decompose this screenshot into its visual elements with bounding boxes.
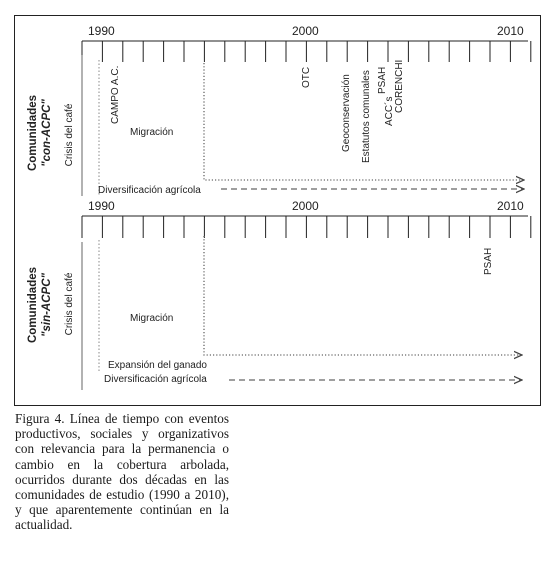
- bottom-year-2010: 2010: [497, 199, 524, 213]
- bottom-migracion-arrow: [204, 236, 522, 355]
- event-corenchi: CORENCHI: [394, 59, 405, 113]
- top-year-ticks: [82, 41, 531, 62]
- event-psah-bottom: PSAH: [483, 247, 494, 275]
- bottom-group-label: Comunidades: [27, 266, 39, 344]
- top-migracion-label: Migración: [130, 127, 174, 138]
- event-otc: OTC: [301, 66, 312, 88]
- event-campo-ac: CAMPO A.C.: [110, 65, 121, 124]
- bottom-migracion-label: Migración: [130, 313, 174, 324]
- bottom-panel: [27, 199, 531, 390]
- bottom-year-1990: 1990: [88, 199, 115, 213]
- top-year-1990: 1990: [88, 24, 115, 38]
- top-panel: [27, 24, 531, 196]
- figure-caption: Figura 4. Línea de tiempo con eventos productivos, sociales y organizativos con relevancia para la permanencia o cambio en la cobertura arbolada, ocurridos durante dos décadas en las comunidades de estudio (1990 a 2010), y que aparentemente continúan en la actualidad.: [15, 411, 229, 533]
- top-group-label: Comunidades: [27, 94, 39, 172]
- bottom-group-label-acpc: "sin-ACPC": [41, 273, 53, 337]
- event-estatutos-comunales: Estatutos comunales: [361, 70, 372, 163]
- bottom-diversificacion-label: Diversificación agrícola: [104, 374, 207, 385]
- bottom-year-ticks: [82, 216, 531, 238]
- event-psah-top: PSAH: [377, 66, 388, 94]
- top-year-2010: 2010: [497, 24, 524, 38]
- event-geoconservacion: Geoconservación: [341, 74, 352, 152]
- top-year-2000: 2000: [292, 24, 319, 38]
- top-diversificacion-label: Diversificación agrícola: [98, 185, 201, 196]
- top-crisis-label: Crisis del café: [64, 103, 75, 167]
- event-accs: ACC´s: [384, 96, 395, 126]
- bottom-crisis-label: Crisis del café: [64, 272, 75, 336]
- bottom-year-2000: 2000: [292, 199, 319, 213]
- top-group-label-acpc: "con-ACPC": [41, 99, 53, 167]
- bottom-expansion-label: Expansión del ganado: [108, 360, 207, 371]
